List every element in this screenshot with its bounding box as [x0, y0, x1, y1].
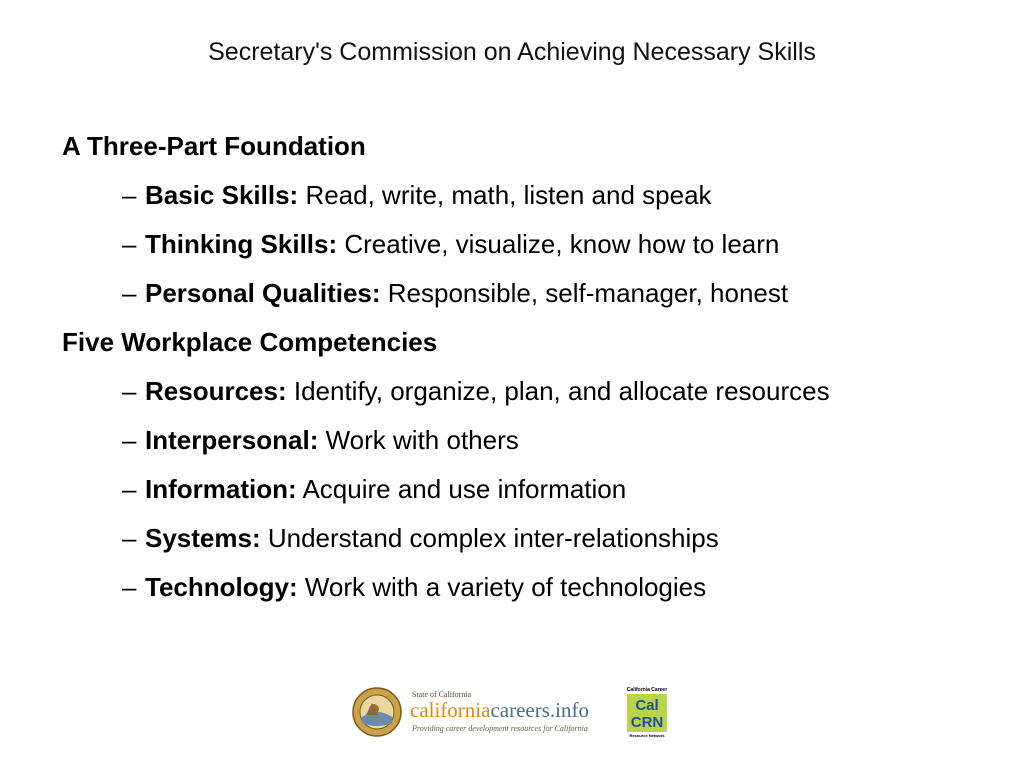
tagline: Providing career development resources for California — [412, 724, 588, 733]
item-desc: Creative, visualize, know how to learn — [344, 229, 780, 259]
slide-content — [62, 126, 1002, 616]
item-term: Interpersonal: — [145, 425, 319, 455]
item-term: Resources: — [145, 376, 287, 406]
california-state-seal-icon — [352, 687, 402, 737]
slide-title: Secretary's Commission on Achieving Necessary Skills — [208, 38, 816, 66]
item-desc: Responsible, self-manager, honest — [387, 278, 789, 308]
list-item — [62, 224, 1002, 273]
dash-bullet: – — [122, 572, 137, 602]
calcrn-line1: Cal — [635, 697, 659, 714]
list-item — [62, 273, 1002, 322]
item-term: Systems: — [145, 523, 261, 553]
item-term: Thinking Skills: — [145, 229, 338, 259]
list-item — [62, 371, 1002, 420]
item-term: Information: — [145, 474, 297, 504]
item-term: Basic Skills: — [145, 180, 299, 210]
dash-bullet: – — [122, 523, 137, 553]
section-heading: A Three-Part Foundation — [62, 131, 366, 161]
footer-logos — [352, 684, 672, 740]
dash-bullet: – — [122, 278, 137, 308]
calcrn-badge-icon — [627, 694, 667, 732]
list-item — [62, 567, 1002, 616]
brand-part1: california — [410, 698, 491, 722]
dash-bullet: – — [122, 229, 137, 259]
calcrn-bottom-label: Resource Network — [629, 733, 665, 738]
item-term: Technology: — [145, 572, 298, 602]
dash-bullet: – — [122, 376, 137, 406]
item-desc: Acquire and use information — [302, 474, 627, 504]
calcrn-line2: CRN — [630, 714, 664, 731]
brand-part2: careers — [490, 698, 550, 722]
item-desc: Work with a variety of technologies — [304, 572, 707, 602]
dash-bullet: – — [122, 425, 137, 455]
state-label: State of California — [412, 690, 472, 699]
californiacareers-logo-text — [410, 698, 589, 723]
dash-bullet: – — [122, 180, 137, 210]
list-item — [62, 469, 1002, 518]
item-term: Personal Qualities: — [145, 278, 381, 308]
item-desc: Understand complex inter-relationships — [267, 523, 719, 553]
calcrn-logo — [624, 687, 670, 737]
brand-part3: .info — [549, 698, 589, 722]
list-item — [62, 175, 1002, 224]
item-desc: Work with others — [325, 425, 519, 455]
item-desc: Identify, organize, plan, and allocate resources — [293, 376, 830, 406]
list-item — [62, 420, 1002, 469]
dash-bullet: – — [122, 474, 137, 504]
calcrn-top-label: California Career — [626, 687, 668, 693]
section-heading: Five Workplace Competencies — [62, 327, 438, 357]
list-item — [62, 518, 1002, 567]
item-desc: Read, write, math, listen and speak — [305, 180, 712, 210]
